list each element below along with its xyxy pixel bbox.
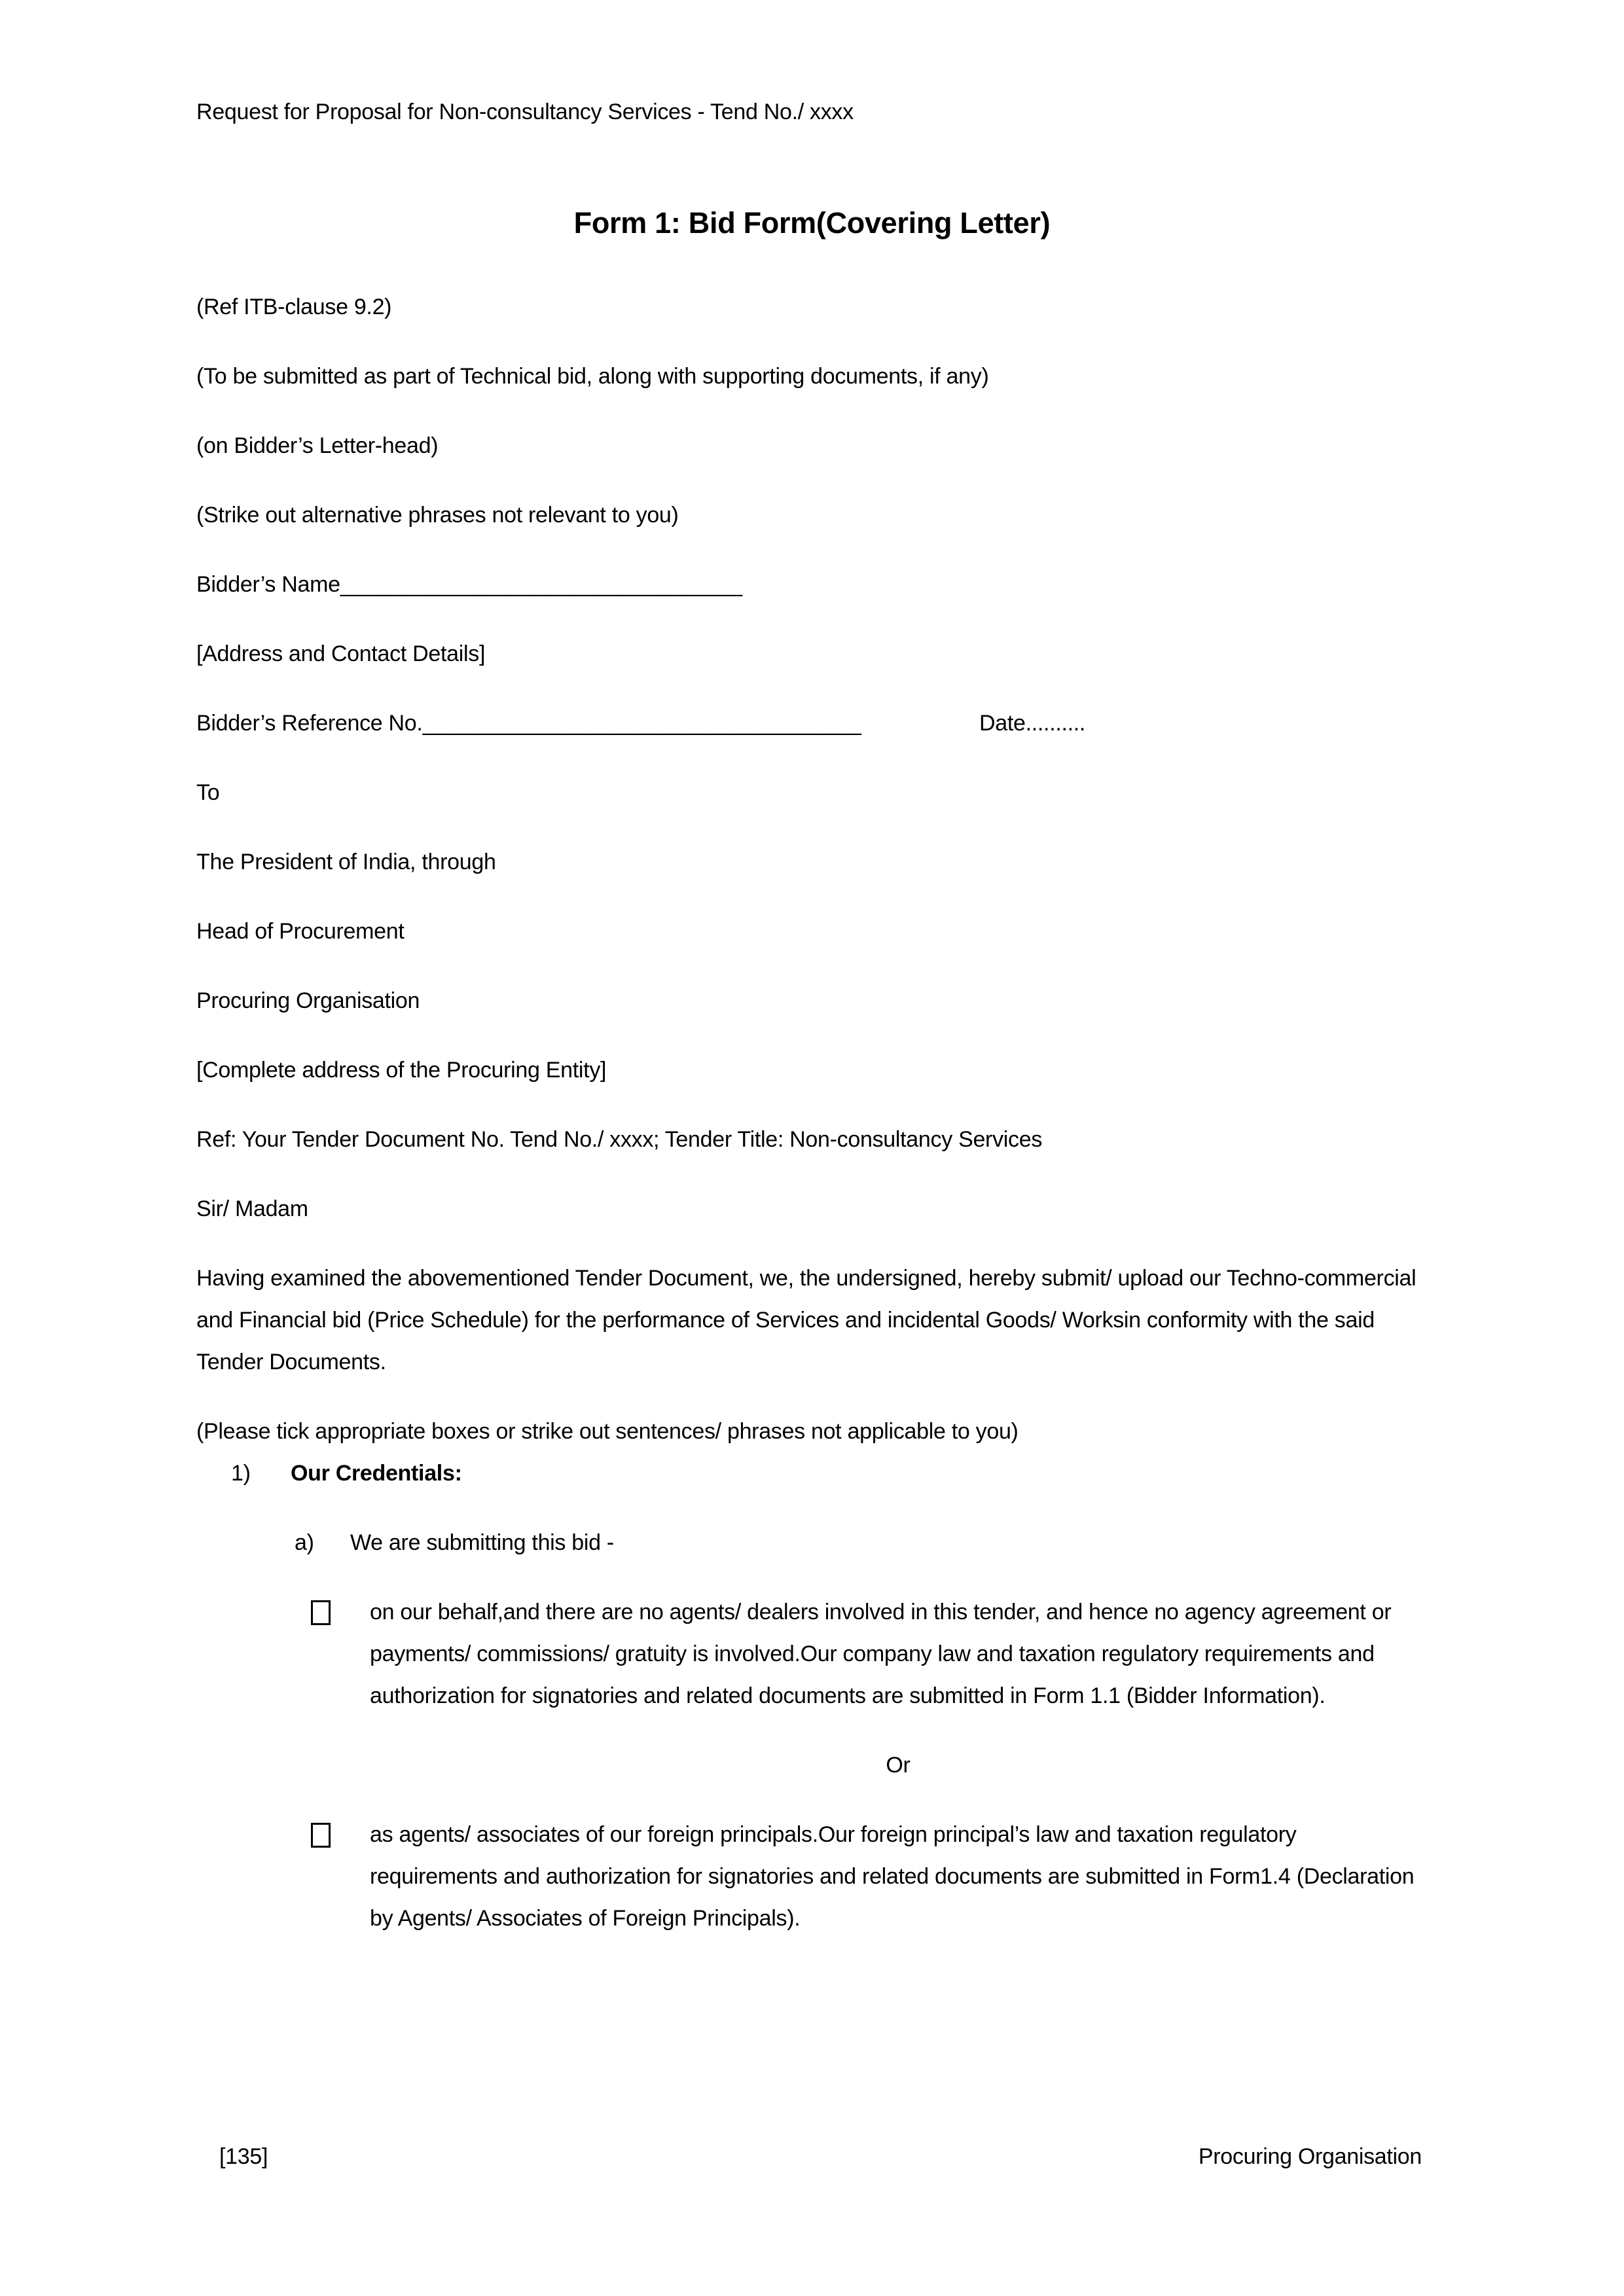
credentials-heading-item	[196, 1452, 1428, 1494]
foreign-principals-checkbox[interactable]	[311, 1823, 331, 1848]
addressee-president: The President of India, through	[196, 850, 496, 874]
option-foreign-principals	[196, 1814, 1428, 1939]
footer-page-number: [135]	[219, 2144, 268, 2169]
credentials-heading-label: Our Credentials:	[291, 1461, 462, 1486]
list-letter-marker: a)	[295, 1530, 314, 1555]
submitting-bid-item	[196, 1522, 1428, 1564]
option-own-behalf	[196, 1591, 1428, 1717]
reference-row	[196, 702, 1428, 744]
addressee-head-procurement: Head of Procurement	[196, 919, 405, 944]
date-field: Date..........	[979, 711, 1086, 736]
reference-blank-field: ____________________________________	[422, 711, 861, 736]
ref-subject-line: Ref: Your Tender Document No. Tend No./ xxxx; Tender Title: Non-consultancy Services	[196, 1127, 1043, 1152]
submitting-bid-label: We are submitting this bid -	[350, 1530, 614, 1555]
addressee-organisation: Procuring Organisation	[196, 988, 420, 1013]
bidder-name-blank-field: _________________________________	[340, 572, 742, 597]
reference-label: Bidder’s Reference No.	[196, 711, 423, 736]
address-contact-line: [Address and Contact Details]	[196, 641, 486, 666]
ref-clause-note: (Ref ITB-clause 9.2)	[196, 295, 392, 319]
salutation: Sir/ Madam	[196, 1196, 308, 1221]
list-number-marker: 1)	[231, 1461, 251, 1486]
page-content	[196, 97, 1428, 1967]
footer-organisation: Procuring Organisation	[1198, 2144, 1422, 2169]
or-separator: Or	[886, 1753, 911, 1778]
submission-note: (To be submitted as part of Technical bid, along with supporting documents, if any)	[196, 364, 989, 389]
own-behalf-text: on our behalf,and there are no agents/ dealers involved in this tender, and hence no agency agreement or payments/ commissions/ gratuity is involved.Our company law and taxation regulatory requirements and authorization for signatories and related documents are submitted in Form 1.1 (Bidder Information).	[370, 1600, 1392, 1708]
addressee-address: [Complete address of the Procuring Entity]	[196, 1058, 607, 1083]
letterhead-note: (on Bidder’s Letter-head)	[196, 433, 439, 458]
to-line: To	[196, 780, 220, 805]
tick-note: (Please tick appropriate boxes or strike out sentences/ phrases not applicable to you)	[196, 1419, 1019, 1444]
foreign-principals-text: as agents/ associates of our foreign principals.Our foreign principal’s law and taxation regulatory requirements and authorization for signatories and related documents are submitted in Form1.4 (Declaration by Agents/ Associates of Foreign Principals).	[370, 1822, 1415, 1931]
body-paragraph: Having examined the abovementioned Tender Document, we, the undersigned, hereby submit/ upload our Techno-commercial and Financial bid (Price Schedule) for the performance of Services and incidental Goods/ Worksin conformity with the said Tender Documents.	[196, 1266, 1416, 1374]
page-footer	[219, 2142, 1422, 2172]
own-behalf-checkbox[interactable]	[311, 1600, 331, 1625]
running-header: Request for Proposal for Non-consultancy Services - Tend No./ xxxx	[196, 99, 854, 124]
bidder-name-row	[196, 564, 1428, 605]
page-title: Form 1: Bid Form(Covering Letter)	[573, 206, 1051, 240]
bidder-name-label: Bidder’s Name	[196, 572, 340, 597]
strike-out-note: (Strike out alternative phrases not relevant to you)	[196, 503, 679, 528]
